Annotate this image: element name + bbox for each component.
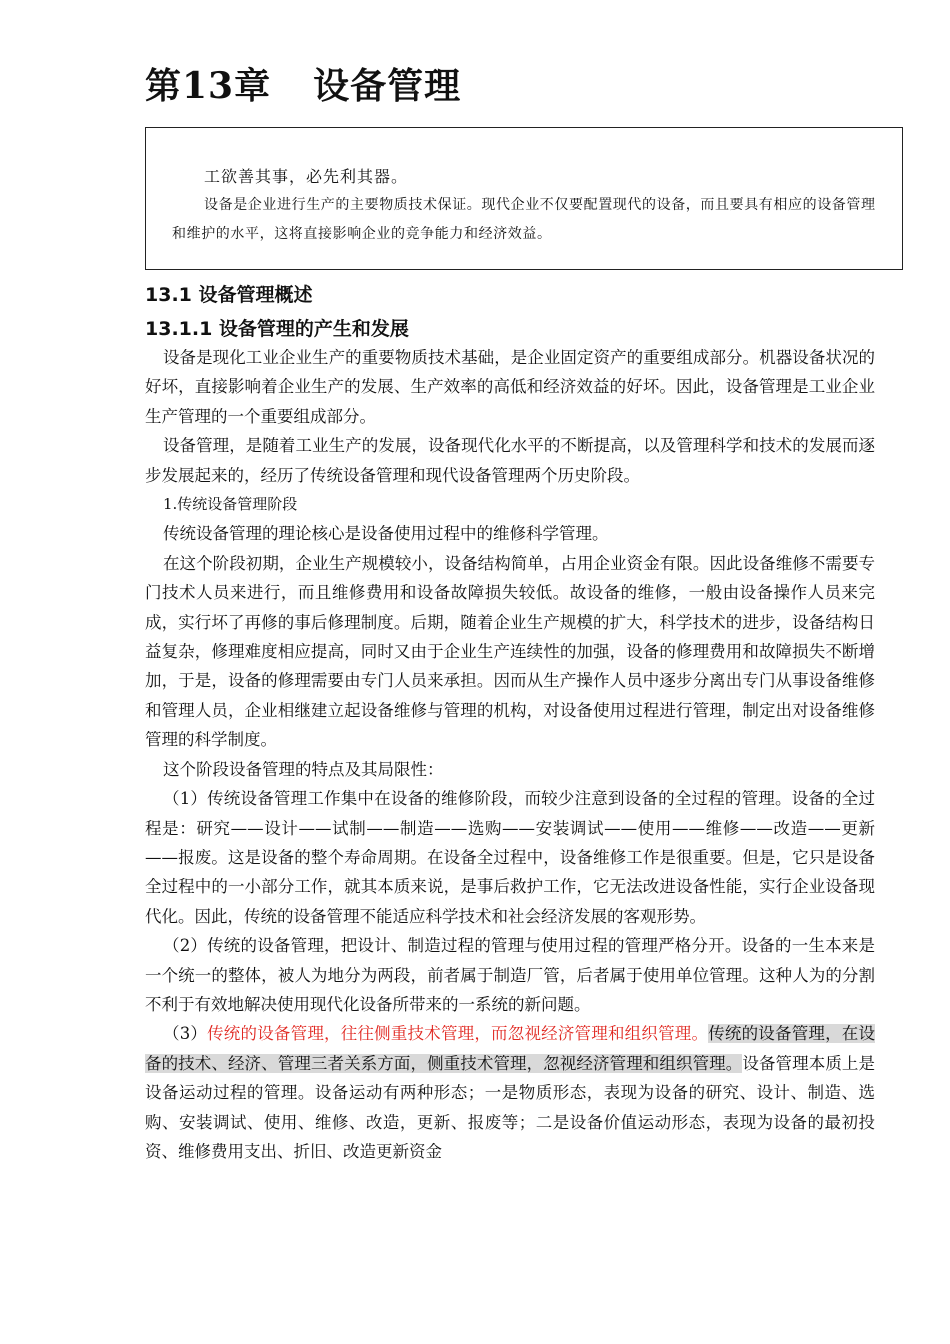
chapter-name: 设备管理	[313, 65, 462, 107]
list-item: （2）传统的设备管理，把设计、制造过程的管理与使用过程的管理严格分开。设备的一生本来是一个统一的整体，被人为地分为两段，前者属于制造厂管，后者属于使用单位管理。这种人为的分割不利于有效地解决使用现代化设备所带来的一系统的新问题。	[145, 936, 875, 1014]
epigraph-quote: 工欲善其事，必先利其器。	[204, 167, 409, 186]
body-text	[145, 343, 875, 1166]
chapter-title	[145, 58, 461, 109]
paragraph: 设备是现化工业企业生产的重要物质技术基础，是企业固定资产的重要组成部分。机器设备状况的好坏，直接影响着企业生产的发展、生产效率的高低和经济效益的好坏。因此，设备管理是工业企业生产管理的一个重要组成部分。	[145, 348, 875, 426]
paragraph: 这个阶段设备管理的特点及其局限性：	[163, 759, 444, 779]
list-number: （3）	[163, 1024, 208, 1044]
gray-highlight-text: 传统的设备管理，在设备的技术、经济、管理三者关系方面，侧重技术管理，忽视经济管理和组织管理。	[145, 1024, 876, 1073]
subsection-heading: 13.1.1 设备管理的产生和发展	[145, 318, 409, 340]
list-heading: 1.传统设备管理阶段	[163, 495, 298, 514]
red-highlight-text: 传统的设备管理，往往侧重技术管理，而忽视经济管理和组织管理。	[207, 1024, 709, 1044]
paragraph-text: 设备管理本质上是设备运动过程的管理。设备运动有两种形态；一是物质形态，表现为设备的研究、设计、制造、选购、安装调试、使用、维修、改造，更新、报废等；二是设备价值运动形态，表现为设备的最初投资、维修费用支出、折旧、改造更新资金	[145, 1053, 876, 1161]
paragraph: 传统设备管理的理论核心是设备使用过程中的维修科学管理。	[163, 524, 609, 544]
epigraph-box	[145, 127, 903, 270]
section-heading: 13.1 设备管理概述	[145, 284, 313, 306]
chapter-number: 第13章	[145, 65, 272, 107]
list-item: （1）传统设备管理工作集中在设备的维修阶段，而较少注意到设备的全过程的管理。设备的全过程是：研究——设计——试制——制造——选购——安装调试——使用——维修——改造——更新——报废。这是设备的整个寿命周期。在设备全过程中，设备维修工作是很重要。但是，它只是设备全过程中的一小部分工作，就其本质来说，是事后救护工作，它无法改进设备性能，实行企业设备现代化。因此，传统的设备管理不能适应科学技术和社会经济发展的客观形势。	[145, 789, 875, 926]
paragraph: 在这个阶段初期，企业生产规模较小，设备结构简单，占用企业资金有限。因此设备维修不需要专门技术人员来进行，而且维修费用和设备故障损失较低。故设备的维修，一般由设备操作人员来完成，实行坏了再修的事后修理制度。后期，随着企业生产规模的扩大，科学技术的进步，设备结构日益复杂，修理难度相应提高，同时又由于企业生产连续性的加强，设备的修理费用和故障损失不断增加，于是，设备的修理需要由专门人员来承担。因而从生产操作人员中逐步分离出专门从事设备维修和管理人员，企业相继建立起设备维修与管理的机构，对设备使用过程进行管理，制定出对设备维修管理的科学制度。	[145, 553, 875, 750]
list-item	[145, 1019, 875, 1166]
epigraph-body: 设备是企业进行生产的主要物质技术保证。现代企业不仅要配置现代的设备，而且要具有相应的设备管理和维护的水平，这将直接影响企业的竞争能力和经济效益。	[172, 197, 876, 242]
paragraph: 设备管理，是随着工业生产的发展，设备现代化水平的不断提高，以及管理科学和技术的发展而逐步发展起来的，经历了传统设备管理和现代设备管理两个历史阶段。	[145, 436, 875, 485]
